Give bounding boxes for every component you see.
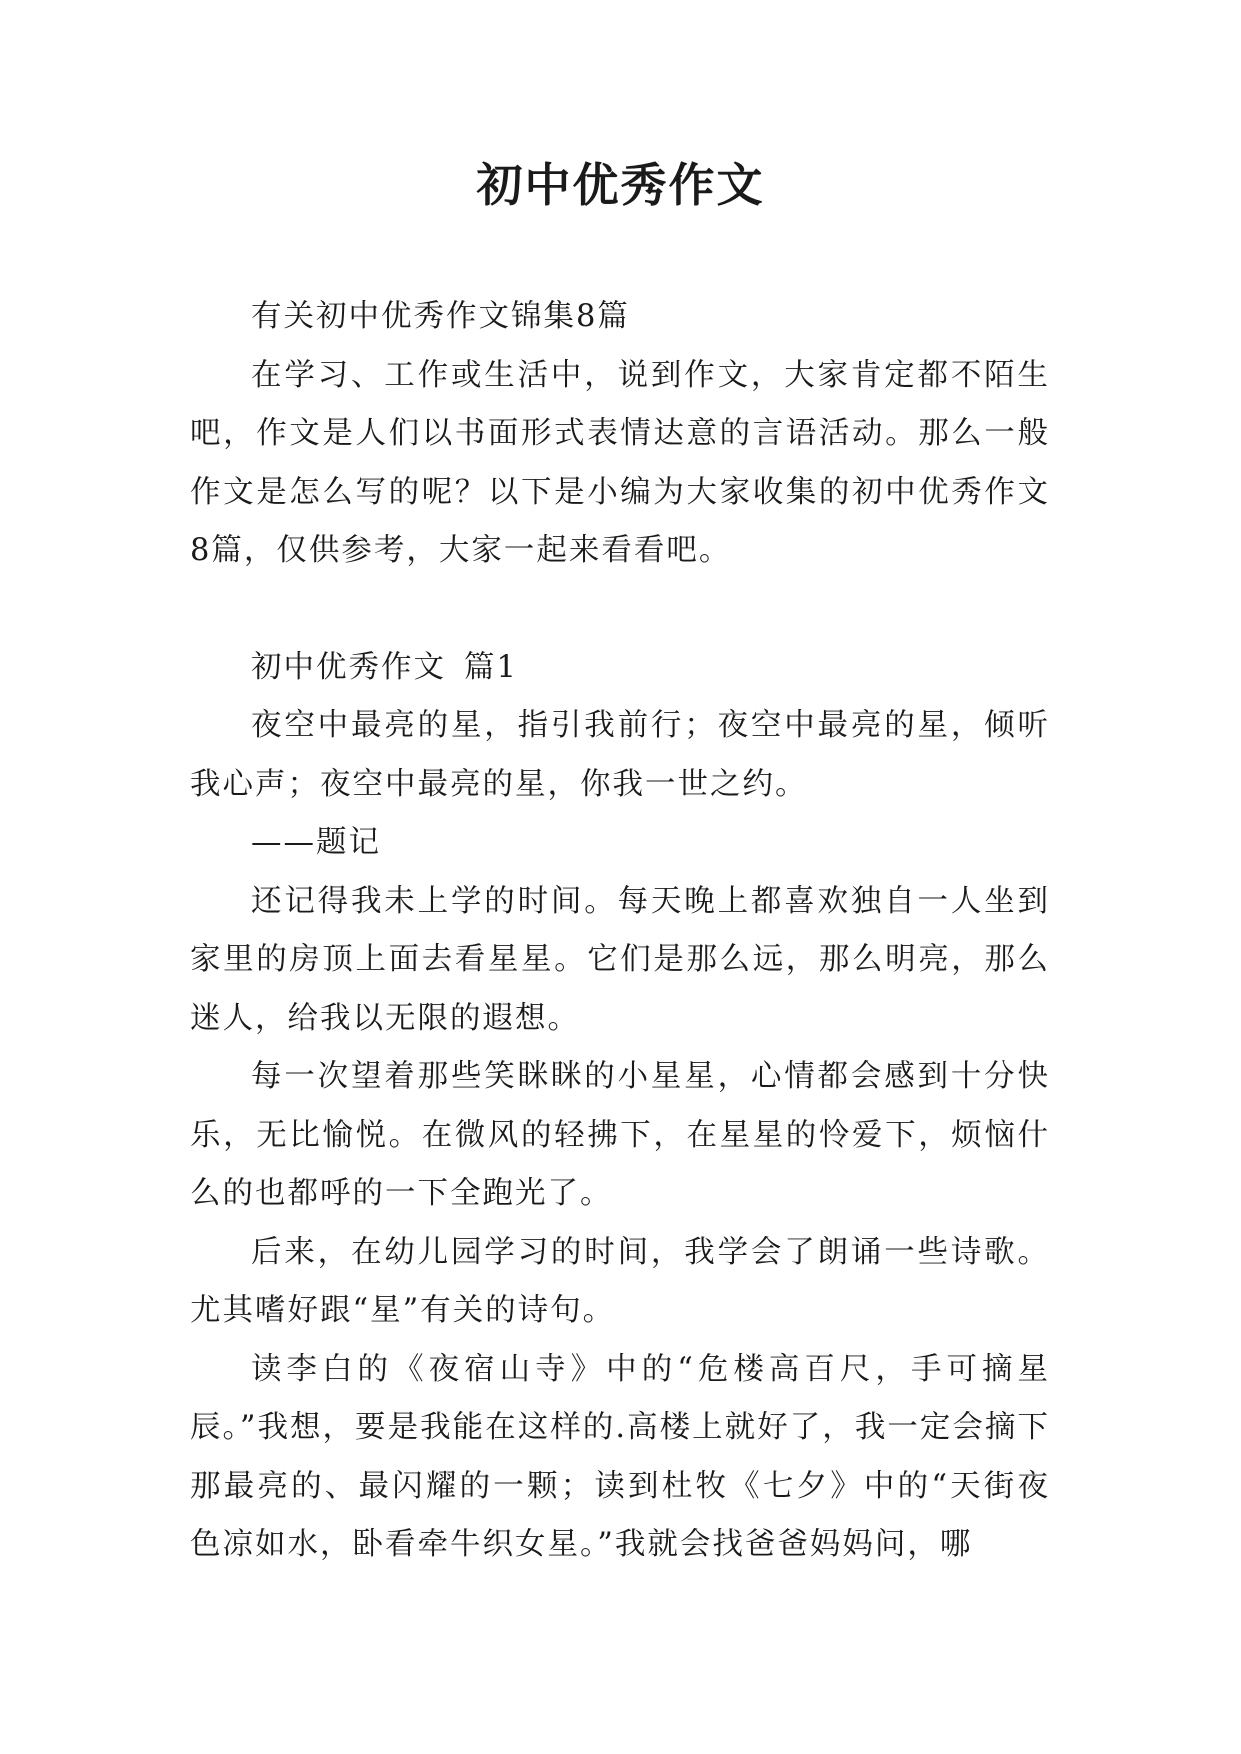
essay-paragraph: 每一次望着那些笑眯眯的小星星，心情都会感到十分快乐，无比愉悦。在微风的轻拂下，在星星的怜爱下，烦恼什么的也都呼的一下全跑光了。 [190, 1059, 1050, 1211]
essay-paragraph: 夜空中最亮的星，指引我前行；夜空中最亮的星，倾听我心声；夜空中最亮的星，你我一世之约。 [190, 708, 1050, 802]
section-heading-part: 篇1 [464, 649, 518, 685]
document-title: 初中优秀作文 [476, 158, 765, 212]
section-heading-title: 初中优秀作文 [251, 649, 446, 685]
intro-subtitle: 有关初中优秀作文锦集8篇 [251, 299, 630, 334]
essay-paragraph: 读李白的《夜宿山寺》中的“危楼高百尺，手可摘星辰。”我想，要是我能在这样的.高楼上就好了，我一定会摘下那最亮的、最闪耀的一颗；读到杜牧《七夕》中的“天街夜色凉如水，卧看牵牛织女星。”我就会找爸爸妈妈问，哪 [190, 1351, 1050, 1562]
intro-paragraph: 在学习、工作或生活中，说到作文，大家肯定都不陌生吧，作文是人们以书面形式表情达意的言语活动。那么一般作文是怎么写的呢？以下是小编为大家收集的初中优秀作文8篇，仅供参考，大家一起来看看吧。 [190, 357, 1050, 568]
section-heading [190, 639, 1050, 698]
essay-paragraph: 后来，在幼儿园学习的时间，我学会了朗诵一些诗歌。尤其嗜好跟“星”有关的诗句。 [190, 1234, 1050, 1328]
document-body [190, 288, 1050, 1575]
essay-epigraph-attribution: ——题记 [251, 825, 381, 860]
essay-paragraph: 还记得我未上学的时间。每天晚上都喜欢独自一人坐到家里的房顶上面去看星星。它们是那么远，那么明亮，那么迷人，给我以无限的遐想。 [190, 883, 1050, 1036]
section-spacer [190, 581, 1050, 639]
